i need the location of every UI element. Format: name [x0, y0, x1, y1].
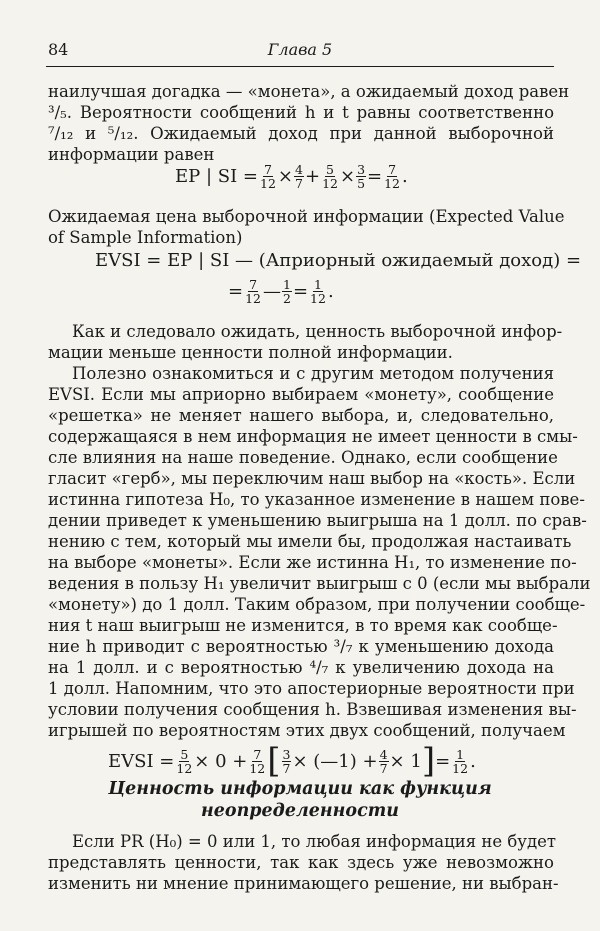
eq-text: = [228, 281, 244, 302]
text-line: сле влияния на наше поведение. Однако, если сообщение [48, 448, 558, 467]
page-number: 84 [48, 40, 69, 59]
equation-evsi-weighted [108, 741, 476, 781]
fraction: $\frac{3}{5}$ [357, 162, 366, 191]
text-line: информации равен [48, 145, 215, 164]
fraction: $\frac{7}{12}$ [245, 277, 261, 306]
text-line: ние h приводит с вероятностью ³/₇ к уменьшению дохода [48, 637, 554, 656]
equation-evsi-line1 [95, 250, 581, 271]
eq-text: . [327, 281, 334, 302]
section-heading-cont: неопределенности [201, 801, 399, 821]
fraction: $\frac{1}{12}$ [452, 746, 469, 776]
fraction: $\frac{1}{12}$ [310, 277, 326, 306]
eq-text: × [277, 166, 294, 187]
fraction: $\frac{5}{12}$ [176, 746, 193, 776]
eq-text: = [292, 281, 309, 302]
left-bracket: [ [267, 741, 281, 781]
eq-text: — [263, 281, 281, 302]
text-line: на выборе «монеты». Если же истинна H₁, то изменение по- [48, 553, 577, 572]
eq-text: = [367, 166, 383, 187]
fraction: $\frac{3}{7}$ [282, 746, 291, 776]
eq-text: EVSI = EP | SI — (Априорный ожидаемый доход) = [95, 250, 582, 271]
page-header [48, 40, 552, 62]
eq-text: . [402, 166, 408, 187]
fraction: $\frac{1}{2}$ [283, 277, 291, 306]
text-line: ⁷/₁₂ и ⁵/₁₂. Ожидаемый доход при данной выборочной [48, 124, 554, 143]
text-line: «монету») до 1 долл. Таким образом, при получении сообще- [48, 595, 586, 614]
eq-text: × [339, 166, 356, 187]
chapter-title: Глава 5 [267, 40, 333, 59]
text-line: Полезно ознакомиться и с другим методом получения [72, 364, 554, 383]
eq-text: EP | SI = [175, 166, 259, 187]
text-line: гласит «герб», мы переключим наш выбор на «кость». Если [48, 469, 576, 488]
fraction: $\frac{7}{12}$ [260, 162, 276, 191]
text-line: содержащаяся в нем информация не имеет ценности в смы- [48, 427, 578, 446]
header-rule [46, 66, 554, 67]
fraction: $\frac{7}{12}$ [249, 746, 266, 776]
text-line: Ожидаемая цена выборочной информации (Expected Value [48, 207, 565, 226]
text-line: Если PR (H₀) = 0 или 1, то любая информация не будет [72, 832, 557, 851]
text-line: мации меньше ценности полной информации. [48, 343, 453, 362]
eq-text: × 0 + [194, 750, 248, 772]
text-line: 1 долл. Напомним, что это апостериорные вероятности при [48, 679, 575, 698]
fraction: $\frac{5}{12}$ [322, 162, 338, 191]
text-line: представлять ценности, так как здесь уже невозможно [48, 853, 554, 872]
text-line: условии получения сообщения h. Взвешивая изменения вы- [48, 700, 577, 719]
text-line: «решетка» не меняет нашего выбора, и, следовательно, [48, 406, 554, 425]
text-line: дении приведет к уменьшению выигрыша на 1 долл. по срав- [48, 511, 587, 530]
text-line: of Sample Information) [48, 228, 243, 247]
eq-text: EVSI = [108, 750, 175, 772]
equation-ep-si [175, 163, 408, 190]
fraction: $\frac{4}{7}$ [295, 162, 303, 191]
text-line: EVSI. Если мы априорно выбираем «монету», сообщение [48, 385, 554, 404]
text-line: Как и следовало ожидать, ценность выборочной инфор- [72, 322, 563, 341]
eq-text: + [304, 166, 321, 187]
text-line: изменить ни мнение принимающего решение, ни выбран- [48, 874, 559, 893]
eq-text: = [435, 750, 451, 772]
text-line: истинна гипотеза H₀, то указанное изменение в нашем пове- [48, 490, 585, 509]
right-bracket: ] [421, 741, 436, 781]
text-line: игрышей по вероятностям этих двух сообщений, получаем [48, 721, 566, 740]
section-heading: Ценность информации как функция [108, 779, 492, 799]
equation-evsi-line2 [228, 278, 334, 305]
text-line: ³/₅. Вероятности сообщений h и t равны соответственно [48, 103, 554, 122]
eq-text: × 1 [389, 750, 422, 772]
fraction: $\frac{4}{7}$ [379, 746, 388, 776]
text-line: ния t наш выигрыш не изменится, в то время как сообще- [48, 616, 558, 635]
text-line: наилучшая догадка — «монета», а ожидаемый доход равен [48, 82, 570, 101]
text-line: на 1 долл. и с вероятностью ⁴/₇ к увеличению дохода на [48, 658, 554, 677]
eq-text: . [470, 750, 476, 772]
text-line: нению с тем, который мы имели бы, продолжая настаивать [48, 532, 572, 551]
text-line: ведения в пользу H₁ увеличит выигрыш с 0 (если мы выбрали [48, 574, 591, 593]
eq-text: × (—1) + [292, 750, 378, 772]
fraction: $\frac{7}{12}$ [384, 162, 401, 191]
